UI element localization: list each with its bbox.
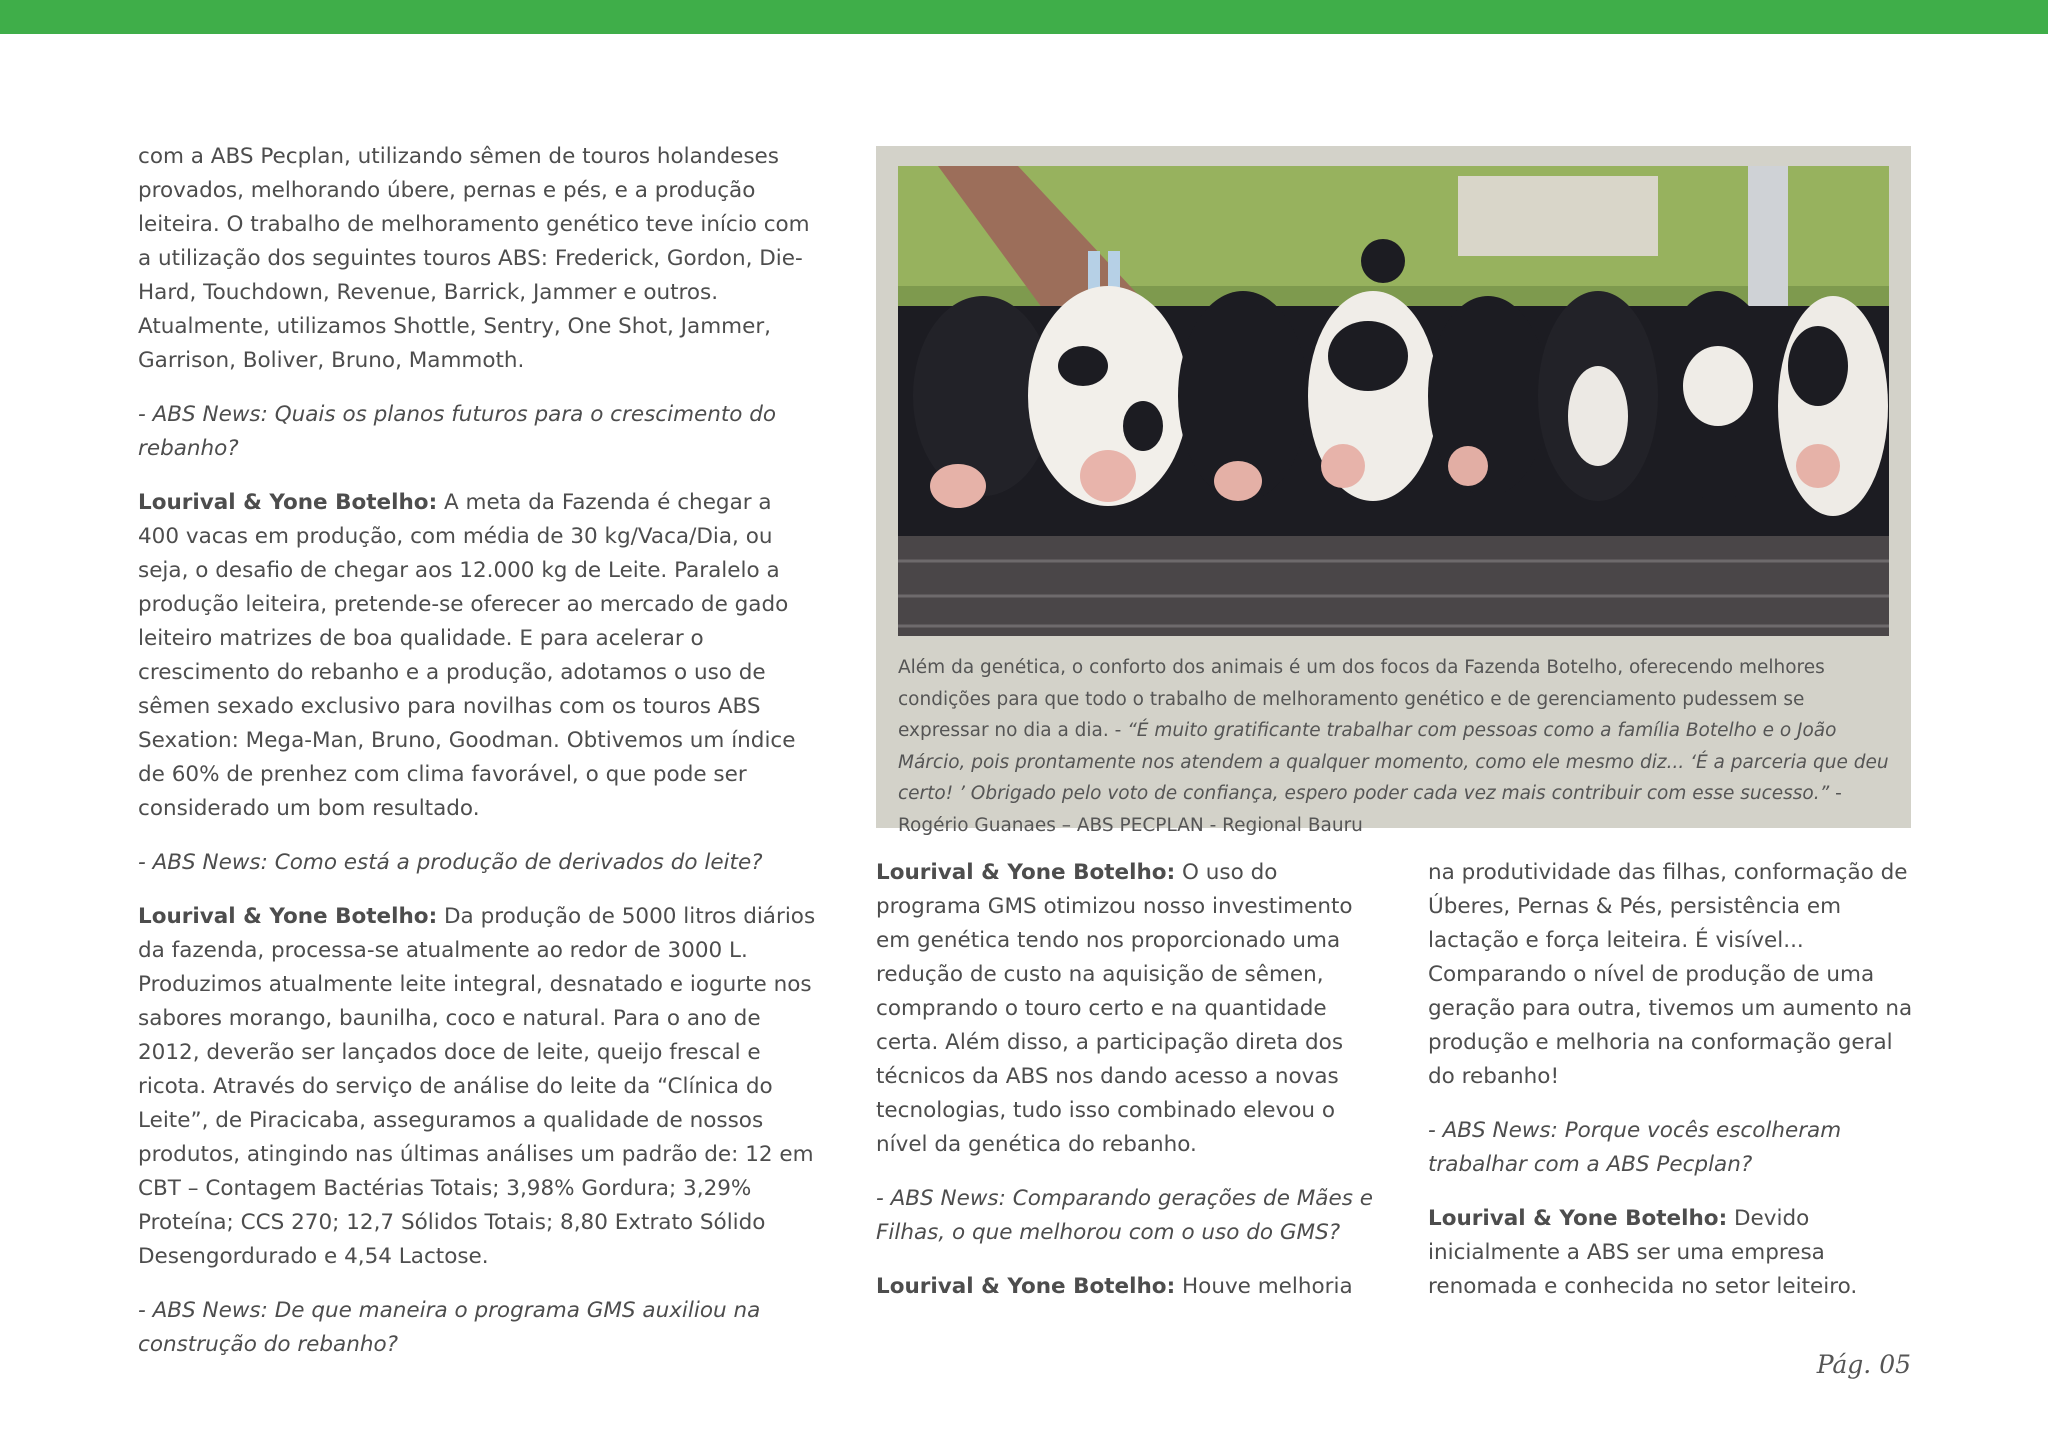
answer-text: O uso do programa GMS otimizou nosso investimento em genética tendo nos proporcionado uma redução de custo na aquisição de sêmen, comprando o touro certo e na quantidade certa. Além disso, a participação direta dos técnicos da ABS nos dando acesso a novas tecnologias, tudo isso combinado elevou o nível da genética do rebanho.	[876, 860, 1353, 1157]
photo-caption	[898, 652, 1893, 841]
right-text-column	[1428, 856, 1918, 1324]
paragraph: na produtividade das filhas, conformação de Úberes, Pernas & Pés, persistência em lactação e força leiteira. É visível... Comparando o nível de produção de uma geração para outra, tivemos um aumento na produção e melhoria na conformação geral do rebanho!	[1428, 860, 1913, 1089]
photo-panel	[876, 146, 1911, 836]
speaker-name: Lourival & Yone Botelho:	[876, 860, 1176, 885]
left-text-column	[138, 140, 818, 1382]
interview-answer	[876, 856, 1376, 1162]
interview-question: - ABS News: Comparando gerações de Mães e Filhas, o que melhorou com o uso do GMS?	[876, 1186, 1373, 1245]
page-number: Pág. 05	[1816, 1350, 1911, 1379]
speaker-name: Lourival & Yone Botelho:	[138, 904, 438, 929]
interview-answer	[876, 1270, 1376, 1304]
answer-text: Devido inicialmente a ABS ser uma empresa renomada e conhecida no setor leiteiro.	[1428, 1206, 1858, 1299]
caption-text: Além da genética, o conforto dos animais é um dos focos da Fazenda Botelho, oferecendo melhores condições para que todo o trabalho de melhoramento genético e de gerenciamento pudessem se expressar no dia a dia. -	[898, 657, 1825, 741]
cows-photo	[898, 166, 1889, 636]
answer-text: A meta da Fazenda é chegar a 400 vacas em produção, com média de 30 kg/Vaca/Dia, ou seja, o desafio de chegar aos 12.000 kg de Leite. Paralelo a produção leiteira, pretende-se oferecer ao mercado de gado leiteiro matrizes de boa qualidade. E para acelerar o crescimento do rebanho e a produção, adotamos o uso de sêmen sexado exclusivo para novilhas com os touros ABS Sexation: Mega-Man, Bruno, Goodman. Obtivemos um índice de 60% de prenhez com clima favorável, o que pode ser considerado um bom resultado.	[138, 490, 796, 821]
interview-question: - ABS News: Como está a produção de derivados do leite?	[138, 850, 763, 875]
top-accent-bar	[0, 0, 2048, 34]
interview-question: - ABS News: Quais os planos futuros para o crescimento do rebanho?	[138, 402, 777, 461]
interview-question: - ABS News: De que maneira o programa GMS auxiliou na construção do rebanho?	[138, 1298, 761, 1357]
interview-answer	[138, 900, 818, 1274]
caption-credit: - Rogério Guanaes – ABS PECPLAN - Regional Bauru	[898, 783, 1842, 836]
caption-quote: “É muito gratificante trabalhar com pessoas como a família Botelho e o João Márcio, pois prontamente nos atendem a qualquer momento, como ele mesmo diz... ‘É a parceria que deu certo! ’ Obrigado pelo voto de confiança, espero poder cada vez mais contribuir com esse sucesso.”	[898, 720, 1889, 804]
answer-text: Houve melhoria	[1175, 1274, 1353, 1299]
speaker-name: Lourival & Yone Botelho:	[876, 1274, 1176, 1299]
interview-answer	[138, 486, 818, 826]
middle-text-column	[876, 856, 1376, 1324]
interview-answer	[1428, 1202, 1918, 1304]
speaker-name: Lourival & Yone Botelho:	[138, 490, 438, 515]
cows-photo-illustration	[898, 166, 1889, 636]
interview-question: - ABS News: Porque vocês escolheram trabalhar com a ABS Pecplan?	[1428, 1118, 1842, 1177]
paragraph: com a ABS Pecplan, utilizando sêmen de touros holandeses provados, melhorando úbere, pernas e pés, e a produção leiteira. O trabalho de melhoramento genético teve início com a utilização dos seguintes touros ABS: Frederick, Gordon, Die-Hard, Touchdown, Revenue, Barrick, Jammer e outros. Atualmente, utilizamos Shottle, Sentry, One Shot, Jammer, Garrison, Boliver, Bruno, Mammoth.	[138, 144, 810, 373]
answer-text: Da produção de 5000 litros diários da fazenda, processa-se atualmente ao redor de 3000 L. Produzimos atualmente leite integral, desnatado e iogurte nos sabores morango, baunilha, coco e natural. Para o ano de 2012, deverão ser lançados doce de leite, queijo frescal e ricota. Através do serviço de análise do leite da “Clínica do Leite”, de Piracicaba, asseguramos a qualidade de nossos produtos, atingindo nas últimas análises um padrão de: 12 em CBT – Contagem Bactérias Totais; 3,98% Gordura; 3,29% Proteína; CCS 270; 12,7 Sólidos Totais; 8,80 Extrato Sólido Desengordurado e 4,54 Lactose.	[138, 904, 816, 1269]
speaker-name: Lourival & Yone Botelho:	[1428, 1206, 1728, 1231]
